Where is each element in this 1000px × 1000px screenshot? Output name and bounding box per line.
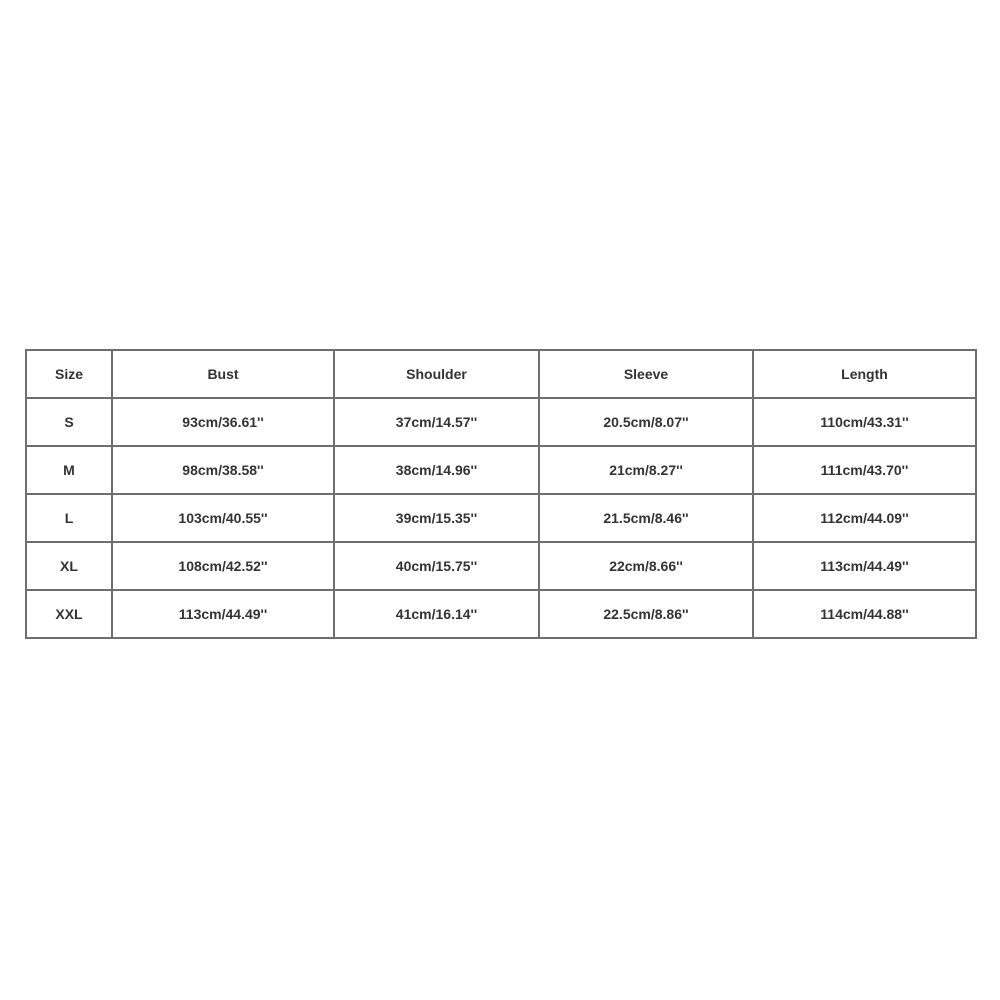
cell-shoulder: 38cm/14.96'': [334, 446, 539, 494]
table-row: [26, 446, 976, 494]
table-body: [26, 398, 976, 638]
cell-bust: 103cm/40.55'': [112, 494, 334, 542]
cell-shoulder: 41cm/16.14'': [334, 590, 539, 638]
cell-size: L: [26, 494, 112, 542]
cell-shoulder: 40cm/15.75'': [334, 542, 539, 590]
cell-shoulder: 37cm/14.57'': [334, 398, 539, 446]
cell-bust: 108cm/42.52'': [112, 542, 334, 590]
table-row: [26, 542, 976, 590]
header-size: Size: [26, 350, 112, 398]
cell-sleeve: 21.5cm/8.46'': [539, 494, 753, 542]
header-bust: Bust: [112, 350, 334, 398]
header-length: Length: [753, 350, 976, 398]
cell-length: 112cm/44.09'': [753, 494, 976, 542]
cell-length: 113cm/44.49'': [753, 542, 976, 590]
cell-size: M: [26, 446, 112, 494]
cell-sleeve: 22.5cm/8.86'': [539, 590, 753, 638]
cell-bust: 93cm/36.61'': [112, 398, 334, 446]
cell-length: 111cm/43.70'': [753, 446, 976, 494]
header-shoulder: Shoulder: [334, 350, 539, 398]
cell-size: XL: [26, 542, 112, 590]
cell-bust: 98cm/38.58'': [112, 446, 334, 494]
cell-sleeve: 22cm/8.66'': [539, 542, 753, 590]
cell-size: S: [26, 398, 112, 446]
table-row: [26, 590, 976, 638]
cell-length: 110cm/43.31'': [753, 398, 976, 446]
cell-length: 114cm/44.88'': [753, 590, 976, 638]
cell-sleeve: 20.5cm/8.07'': [539, 398, 753, 446]
size-chart-table: [25, 349, 977, 639]
cell-size: XXL: [26, 590, 112, 638]
table-row: [26, 494, 976, 542]
table-row: [26, 398, 976, 446]
cell-bust: 113cm/44.49'': [112, 590, 334, 638]
cell-sleeve: 21cm/8.27'': [539, 446, 753, 494]
cell-shoulder: 39cm/15.35'': [334, 494, 539, 542]
header-row: [26, 350, 976, 398]
table-header: [26, 350, 976, 398]
header-sleeve: Sleeve: [539, 350, 753, 398]
